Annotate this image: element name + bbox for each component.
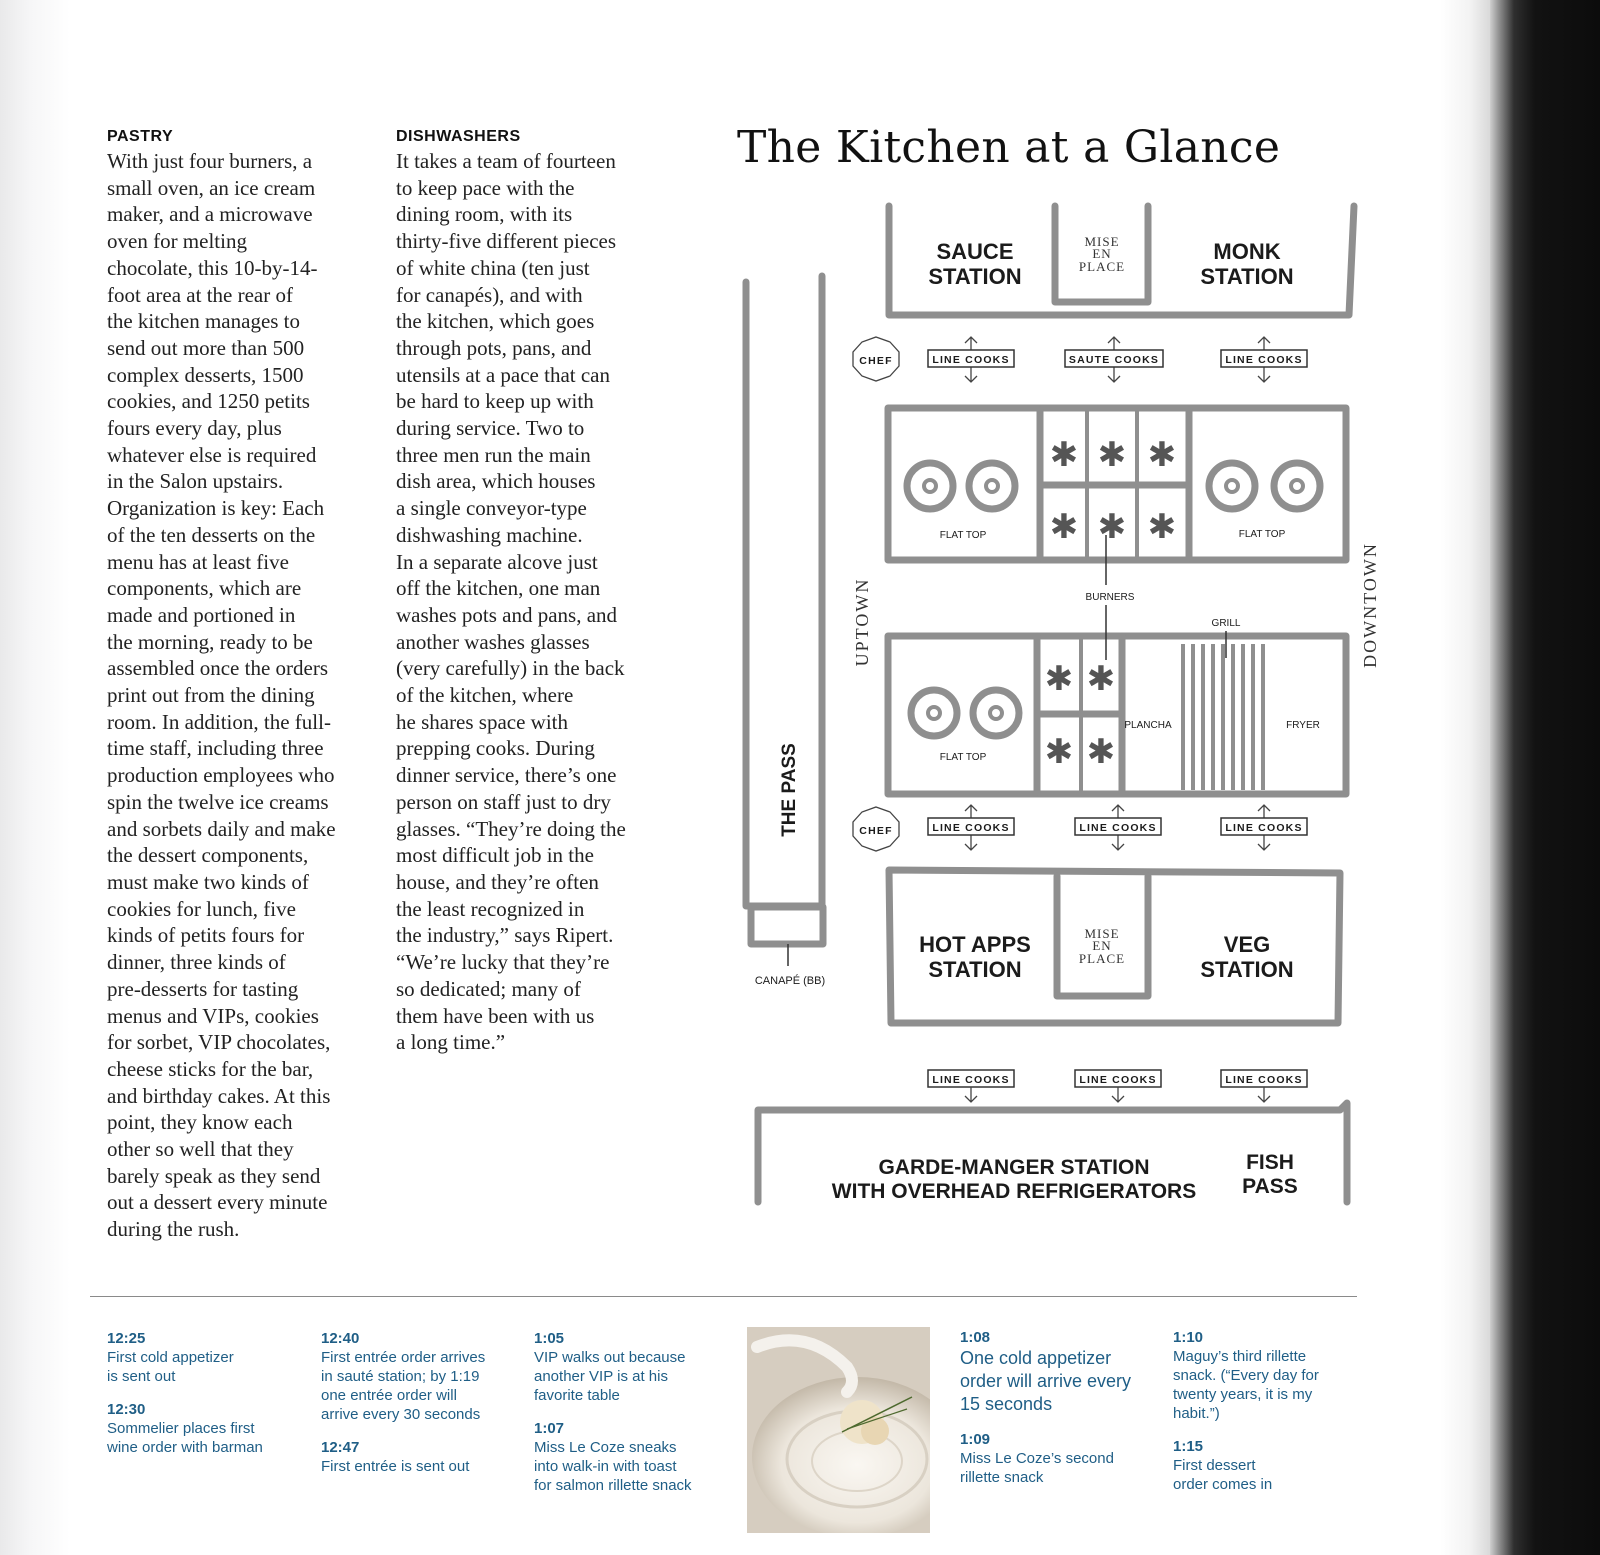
svg-text:LINE COOKS: LINE COOKS bbox=[1225, 1074, 1303, 1086]
timeline-time: 12:30 bbox=[107, 1401, 146, 1418]
timeline-text: twenty years, it is my bbox=[1173, 1386, 1313, 1403]
body-text-line: during service. Two to bbox=[396, 416, 585, 441]
body-text-line: complex desserts, 1500 bbox=[107, 362, 304, 387]
body-text-line: must make two kinds of bbox=[107, 869, 309, 894]
body-text-line: three men run the main bbox=[396, 442, 591, 467]
body-text-line: thirty-five different pieces bbox=[396, 229, 617, 254]
chef-badge-top bbox=[853, 337, 899, 381]
downtown-label: DOWNTOWN bbox=[1360, 542, 1380, 668]
cook-tag-row3-right bbox=[1221, 1070, 1307, 1102]
body-text-line: out a dessert every minute bbox=[107, 1190, 328, 1215]
body-text-line: point, they know each bbox=[107, 1110, 293, 1135]
body-text-line: time staff, including three bbox=[107, 736, 324, 761]
timeline-text: one entrée order will bbox=[321, 1387, 457, 1404]
timeline-text: wine order with barman bbox=[107, 1439, 263, 1456]
svg-text:SAUTE COOKS: SAUTE COOKS bbox=[1068, 354, 1160, 366]
body-text-line: of the kitchen, where bbox=[396, 683, 574, 708]
flat-top-label-1: FLAT TOP bbox=[939, 530, 987, 541]
body-text-line: person on staff just to dry bbox=[396, 789, 611, 814]
body-text-line: for canapés), and with bbox=[396, 282, 583, 307]
cook-tag-row3-left bbox=[928, 1070, 1014, 1102]
canape-station-box bbox=[751, 907, 823, 944]
cook-tag-row1-left bbox=[928, 337, 1014, 382]
body-text-line: production employees who bbox=[107, 763, 335, 788]
body-text-line: small oven, an ice cream bbox=[107, 175, 316, 200]
body-text-line: In a separate alcove just bbox=[396, 549, 598, 574]
grill-lines bbox=[1183, 644, 1263, 790]
body-text-line: spin the twelve ice creams bbox=[107, 789, 329, 814]
veg-station-label-2: STATION bbox=[1200, 957, 1294, 982]
body-text-line: prepping cooks. During bbox=[396, 736, 595, 761]
timeline-text: for salmon rillette snack bbox=[534, 1477, 692, 1494]
chef-badge-bottom bbox=[853, 807, 899, 851]
timeline-text: order will arrive every bbox=[960, 1371, 1132, 1391]
body-text-line: dinner, three kinds of bbox=[107, 950, 286, 975]
fish-pass-label-1: FISH bbox=[1246, 1151, 1294, 1174]
timeline-text: is sent out bbox=[107, 1368, 176, 1385]
body-text-line: the kitchen, which goes bbox=[396, 309, 595, 334]
body-text-line: “We’re lucky that they’re bbox=[396, 950, 610, 975]
burners-label: BURNERS bbox=[1085, 592, 1135, 603]
body-text-line: glasses. “They’re doing the bbox=[396, 816, 626, 841]
body-text-line: so dedicated; many of bbox=[396, 976, 581, 1001]
svg-text:✱: ✱ bbox=[1086, 732, 1116, 772]
body-text-line: kinds of petits fours for bbox=[107, 923, 305, 948]
timeline-text: One cold appetizer bbox=[960, 1348, 1112, 1368]
body-text-line: dishwashing machine. bbox=[396, 522, 583, 547]
the-pass-label: THE PASS bbox=[779, 743, 800, 837]
timeline-text: another VIP is at his bbox=[534, 1368, 668, 1385]
canape-label: CANAPÉ (BB) bbox=[754, 975, 826, 987]
fryer-label: FRYER bbox=[1286, 720, 1320, 731]
body-text-line: the least recognized in bbox=[396, 896, 585, 921]
timeline-text: First entrée order arrives bbox=[321, 1349, 486, 1366]
mise-bottom-2: EN bbox=[1092, 938, 1112, 953]
body-text-line: send out more than 500 bbox=[107, 335, 305, 360]
body-text-line: cheese sticks for the bar, bbox=[107, 1056, 314, 1081]
body-text-line: in the Salon upstairs. bbox=[107, 469, 284, 494]
body-text-line: maker, and a microwave bbox=[107, 202, 313, 227]
timeline-time: 1:09 bbox=[960, 1431, 991, 1448]
timeline-text: snack. (“Every day for bbox=[1173, 1367, 1319, 1384]
timeline-text: Maguy’s third rillette bbox=[1173, 1348, 1307, 1365]
plancha-label: PLANCHA bbox=[1124, 720, 1172, 731]
svg-text:✱: ✱ bbox=[1097, 435, 1127, 475]
body-text-line: he shares space with bbox=[396, 709, 569, 734]
diagram-title: The Kitchen at a Glance bbox=[737, 122, 1281, 173]
mise-bottom-3: PLACE bbox=[1078, 951, 1126, 966]
timeline-time: 12:25 bbox=[107, 1330, 146, 1347]
body-text-line: Organization is key: Each bbox=[107, 496, 325, 521]
body-text-line: whatever else is required bbox=[107, 442, 317, 467]
svg-text:✱: ✱ bbox=[1147, 435, 1177, 475]
body-text-line: for sorbet, VIP chocolates, bbox=[107, 1030, 331, 1055]
svg-text:✱: ✱ bbox=[1086, 659, 1116, 699]
body-text-line: utensils at a pace that can bbox=[396, 362, 610, 387]
hot-apps-label-1: HOT APPS bbox=[919, 932, 1031, 957]
timeline-time: 12:47 bbox=[321, 1439, 360, 1456]
body-text-line: It takes a team of fourteen bbox=[396, 149, 616, 173]
body-text-line: assembled once the orders bbox=[107, 656, 329, 681]
body-text-line: other so well that they bbox=[107, 1137, 294, 1162]
svg-text:✱: ✱ bbox=[1049, 435, 1079, 475]
timeline-text: Miss Le Coze’s second bbox=[960, 1450, 1114, 1467]
uptown-label: UPTOWN bbox=[852, 577, 872, 667]
svg-text:LINE COOKS: LINE COOKS bbox=[1079, 822, 1157, 834]
svg-text:✱: ✱ bbox=[1049, 507, 1079, 547]
mise-top-1: MISE bbox=[1084, 234, 1120, 249]
garde-manger-label-1: GARDE-MANGER STATION bbox=[878, 1156, 1150, 1179]
monk-station-label-2: STATION bbox=[1200, 264, 1294, 289]
timeline-text: VIP walks out because bbox=[534, 1349, 686, 1366]
body-text-line: be hard to keep up with bbox=[396, 389, 594, 414]
body-text-line: the kitchen manages to bbox=[107, 309, 301, 334]
fish-pass-label-2: PASS bbox=[1242, 1175, 1298, 1198]
body-text-line: dinner service, there’s one bbox=[396, 763, 617, 788]
body-text-line: (very carefully) in the back bbox=[396, 656, 625, 681]
body-text-line: a single conveyor-type bbox=[396, 496, 587, 521]
dessert-bowl-illustration bbox=[747, 1327, 930, 1533]
svg-text:✱: ✱ bbox=[1147, 507, 1177, 547]
body-text-line: off the kitchen, one man bbox=[396, 576, 601, 601]
timeline-text: in sauté station; by 1:19 bbox=[321, 1368, 480, 1385]
dishwashers-heading: DISHWASHERS bbox=[396, 128, 521, 145]
body-text-line: dish area, which houses bbox=[396, 469, 596, 494]
svg-text:LINE COOKS: LINE COOKS bbox=[932, 822, 1010, 834]
pastry-heading: PASTRY bbox=[107, 128, 174, 145]
svg-text:CHEF: CHEF bbox=[859, 355, 893, 367]
flat-top-label-2: FLAT TOP bbox=[1238, 529, 1286, 540]
body-text-line: oven for melting bbox=[107, 229, 247, 254]
sauce-station-label-2: STATION bbox=[928, 264, 1022, 289]
svg-text:✱: ✱ bbox=[1044, 732, 1074, 772]
timeline-col-1 bbox=[107, 1329, 263, 1457]
body-text-line: house, and they’re often bbox=[396, 869, 599, 894]
body-text-line: them have been with us bbox=[396, 1003, 595, 1028]
body-text-line: dining room, with its bbox=[396, 202, 573, 227]
timeline-time: 1:05 bbox=[534, 1330, 565, 1347]
timeline-text: Sommelier places first bbox=[107, 1420, 255, 1437]
cook-tag-row2-mid bbox=[1075, 805, 1161, 850]
grill-label: GRILL bbox=[1211, 618, 1241, 629]
body-text-line: of the ten desserts on the bbox=[107, 522, 316, 547]
timeline-text: into walk-in with toast bbox=[534, 1458, 677, 1475]
svg-text:LINE COOKS: LINE COOKS bbox=[932, 1074, 1010, 1086]
hot-apps-label-2: STATION bbox=[928, 957, 1022, 982]
body-text-line: With just four burners, a bbox=[107, 149, 313, 173]
mise-top-2: EN bbox=[1092, 246, 1112, 261]
svg-text:✱: ✱ bbox=[1097, 507, 1127, 547]
timeline-text: Miss Le Coze sneaks bbox=[534, 1439, 677, 1456]
cook-tag-row1-right bbox=[1221, 337, 1307, 382]
body-text-line: cookies, and 1250 petits bbox=[107, 389, 310, 414]
body-text-line: of white china (ten just bbox=[396, 255, 590, 280]
cook-tag-row2-right bbox=[1221, 805, 1307, 850]
body-text-line: to keep pace with the bbox=[396, 175, 575, 200]
timeline-time: 1:07 bbox=[534, 1420, 565, 1437]
sauce-station-label-1: SAUCE bbox=[936, 239, 1014, 264]
svg-text:CHEF: CHEF bbox=[859, 825, 893, 837]
timeline-text: arrive every 30 seconds bbox=[321, 1406, 481, 1423]
body-text-line: print out from the dining bbox=[107, 683, 315, 708]
timeline-text: 15 seconds bbox=[960, 1394, 1053, 1414]
timeline-text: order comes in bbox=[1173, 1476, 1273, 1493]
body-text-line: during the rush. bbox=[107, 1217, 240, 1242]
mise-bottom-1: MISE bbox=[1084, 926, 1120, 941]
svg-text:LINE COOKS: LINE COOKS bbox=[1225, 822, 1303, 834]
timeline-time: 1:15 bbox=[1173, 1438, 1204, 1455]
body-text-line: barely speak as they send bbox=[107, 1163, 321, 1188]
body-text-line: cookies for lunch, five bbox=[107, 896, 296, 921]
body-text-line: and birthday cakes. At this bbox=[107, 1083, 331, 1108]
dessert-photo bbox=[747, 1327, 930, 1533]
timeline-text: First entrée is sent out bbox=[321, 1458, 470, 1475]
body-text-line: menus and VIPs, cookies bbox=[107, 1003, 319, 1028]
body-text-line: made and portioned in bbox=[107, 602, 296, 627]
timeline-time: 1:10 bbox=[1173, 1329, 1204, 1346]
timeline-col-5 bbox=[1173, 1328, 1319, 1494]
cook-tag-row3-mid bbox=[1075, 1070, 1161, 1102]
body-text-line: through pots, pans, and bbox=[396, 335, 592, 360]
body-text-line: pre-desserts for tasting bbox=[107, 976, 299, 1001]
timeline-col-3 bbox=[534, 1329, 692, 1495]
flat-top-label-3: FLAT TOP bbox=[939, 752, 987, 763]
body-text-line: the industry,” says Ripert. bbox=[396, 923, 614, 948]
svg-text:LINE COOKS: LINE COOKS bbox=[1225, 354, 1303, 366]
timeline-divider bbox=[90, 1296, 1357, 1297]
svg-text:LINE COOKS: LINE COOKS bbox=[932, 354, 1010, 366]
body-text-line: chocolate, this 10-by-14- bbox=[107, 255, 318, 280]
body-text-line: foot area at the rear of bbox=[107, 282, 293, 307]
body-text-line: most difficult job in the bbox=[396, 843, 594, 868]
body-text-line: the dessert components, bbox=[107, 843, 309, 868]
timeline-text: rillette snack bbox=[960, 1469, 1044, 1486]
timeline-col-4 bbox=[960, 1328, 1131, 1487]
timeline-text: favorite table bbox=[534, 1387, 620, 1404]
body-text-line: fours every day, plus bbox=[107, 416, 282, 441]
body-text-line: the morning, ready to be bbox=[107, 629, 313, 654]
body-text-line: washes pots and pans, and bbox=[396, 602, 618, 627]
timeline-time: 12:40 bbox=[321, 1330, 360, 1347]
cook-tag-row2-left bbox=[928, 805, 1014, 850]
cook-tag-row1-mid bbox=[1065, 337, 1163, 382]
monk-station-label-1: MONK bbox=[1213, 239, 1281, 264]
timeline-time: 1:08 bbox=[960, 1329, 991, 1346]
timeline-text: First dessert bbox=[1173, 1457, 1256, 1474]
body-text-line: menu has at least five bbox=[107, 549, 289, 574]
body-text-line: another washes glasses bbox=[396, 629, 590, 654]
svg-text:✱: ✱ bbox=[1044, 659, 1074, 699]
body-text-line: a long time.” bbox=[396, 1030, 506, 1055]
garde-manger-label-2: WITH OVERHEAD REFRIGERATORS bbox=[831, 1180, 1197, 1203]
svg-text:LINE COOKS: LINE COOKS bbox=[1079, 1074, 1157, 1086]
mise-top-3: PLACE bbox=[1078, 259, 1126, 274]
body-text-line: and sorbets daily and make bbox=[107, 816, 336, 841]
timeline-col-2 bbox=[321, 1329, 485, 1476]
timeline-text: First cold appetizer bbox=[107, 1349, 234, 1366]
body-text-line: components, which are bbox=[107, 576, 302, 601]
veg-station-label-1: VEG bbox=[1223, 932, 1271, 957]
timeline-text: habit.”) bbox=[1173, 1405, 1220, 1422]
body-text-line: room. In addition, the full- bbox=[107, 709, 331, 734]
